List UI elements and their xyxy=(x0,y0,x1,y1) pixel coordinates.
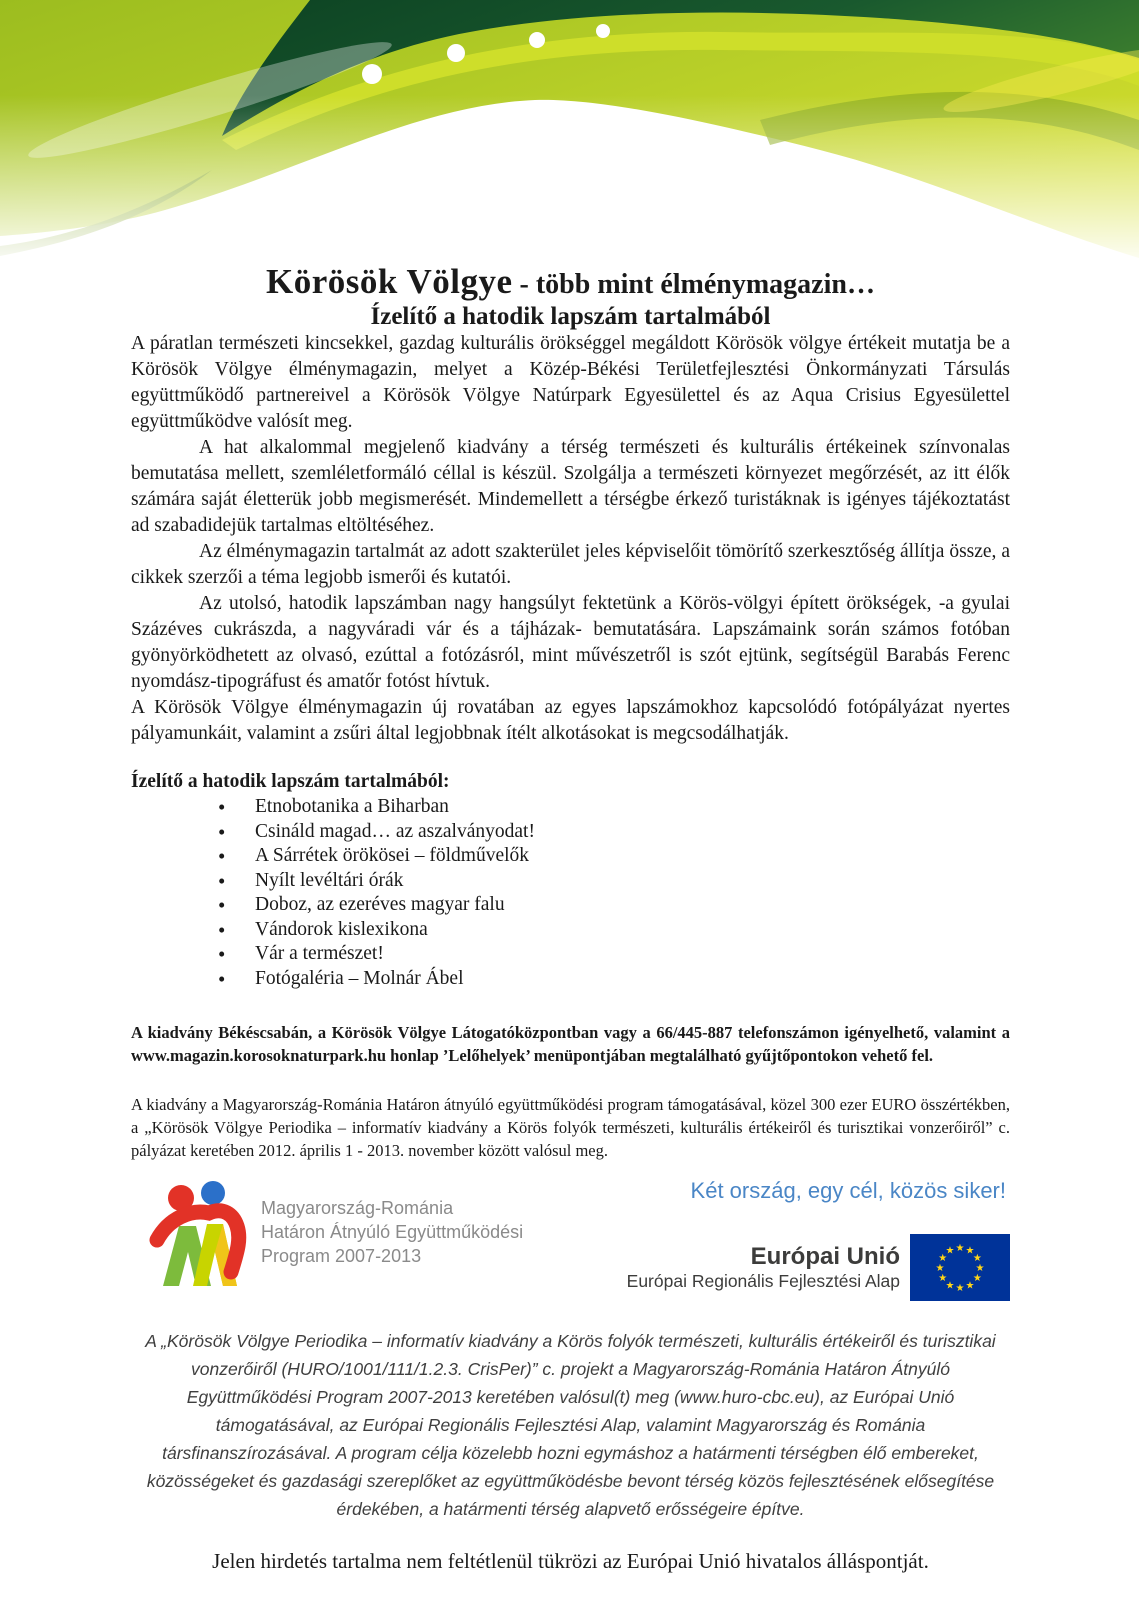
paragraph: A páratlan természeti kincsekkel, gazdag kulturális örökséggel megáldott Körösök völgye értékeit mutatja be a Körösök Völgye élménymagazin, melyet a Közép-Békési Területfejlesztési Önkormányzati Társulás együttműködő partnereivel a Körösök Völgye Natúrpark Egyesülettel és az Aqua Crisius Egyesülettel együttműködve valósít meg. xyxy=(131,333,1010,432)
huro-line: Határon Átnyúló Együttműködési xyxy=(261,1222,524,1242)
svg-text:★: ★ xyxy=(945,1245,955,1257)
list-item: • Fotógaléria – Molnár Ábel xyxy=(131,967,1010,992)
svg-text:★: ★ xyxy=(938,1273,948,1284)
blue-head xyxy=(201,1181,225,1205)
white-dot xyxy=(362,64,382,84)
list-item: • Vándorok kislexikona xyxy=(131,918,1010,943)
logos-row xyxy=(131,1176,1010,1301)
page-title-suffix: - több mint élménymagazin… xyxy=(512,269,875,300)
contents-list xyxy=(131,795,1010,991)
huro-line: Magyarország-Románia xyxy=(261,1198,454,1218)
eu-title: Európai Unió xyxy=(750,1242,900,1270)
eu-column xyxy=(627,1176,1010,1301)
title-block xyxy=(131,262,1010,331)
list-item: • Doboz, az ezeréves magyar falu xyxy=(131,893,1010,918)
eu-flag-icon xyxy=(910,1234,1010,1301)
paragraph: A Körösök Völgye élménymagazin új rovatában az egyes lapszámokhoz kapcsolódó fotópályázat nyertes pályamunkáit, valamint a zsűri által legjobbnak ítélt alkotásokat is megcsodálhatják. xyxy=(131,697,1010,744)
availability-note: A kiadvány Békéscsabán, a Körösök Völgye Látogatóközpontban vagy a 66/445-887 telefonszámon igényelhető, valamint a www.magazin.korosoknaturpark.hu honlap ’Lelőhelyek’ menüpontjában megtalálható gyűjtőpontokon vehető fel. xyxy=(131,1023,1010,1065)
list-item: • Etnobotanika a Biharban xyxy=(131,795,1010,820)
svg-text:★: ★ xyxy=(938,1253,948,1264)
white-dot xyxy=(596,24,610,38)
eu-subtitle: Európai Regionális Fejlesztési Alap xyxy=(626,1270,900,1291)
svg-text:★: ★ xyxy=(965,1280,975,1292)
paragraph: Az utolsó, hatodik lapszámban nagy hangsúlyt fektetünk a Körös-völgyi épített örökségek, -a gyulai Százéves cukrászda, a nagyváradi vár és a tájházak- bemutatására. Lapszámaink során számos fotóban gyönyörködhetett az olvasó, ezúttal a fotózásról, mint művészetről is szót ejtünk, segítségül Barabás Ferenc nyomdász-tipográfust és amatőr fotóst hívtuk. xyxy=(131,593,1010,692)
green-wave-header-graphic xyxy=(0,0,1139,270)
svg-text:★: ★ xyxy=(945,1280,955,1292)
paragraph: A hat alkalommal megjelenő kiadvány a térség természeti és kulturális értékeinek színvonalas bemutatása mellett, szemléletformáló céllal is készül. Szolgálja a természeti környezet megőrzését, az itt élők számára saját életterük jobb megismerését. Mindemellett a térségbe érkező turistáknak is igényes tájékoztatást ad szabadidejük tartalmas eltöltéséhez. xyxy=(131,437,1010,536)
svg-text:★: ★ xyxy=(972,1273,982,1284)
paragraph: Az élménymagazin tartalmát az adott szakterület jeles képviselőit tömörítő szerkesztőség állítja össze, a cikkek szerzői a téma legjobb ismerői és kutatói. xyxy=(131,541,1010,588)
page-subtitle: Ízelítő a hatodik lapszám tartalmából xyxy=(370,303,771,330)
list-item: • A Sárrétek örökösei – földművelők xyxy=(131,844,1010,869)
list-item: • Vár a természet! xyxy=(131,942,1010,967)
svg-text:★: ★ xyxy=(972,1253,982,1264)
svg-text:★: ★ xyxy=(935,1263,945,1274)
white-dot xyxy=(529,32,545,48)
project-note: A „Körösök Völgye Periodika – informatív kiadvány a Körös folyók természeti, kulturális értékeiről és turisztikai vonzerőiről (HURO/1001/111/1.2.3. CrisPer)” c. projekt a Magyarország-Románia Határon Átnyúló Együttműködési Program 2007-2013 keretében valósul(t) meg (www.huro-cbc.eu), az Európai Unió támogatásával, az Európai Regionális Fejlesztési Alap, valamint Magyarország és Románia társfinanszírozásával. A program célja közelebb hozni egymáshoz a határmenti térségben élő embereket, közösségeket és gazdasági szereplőket az együttműködésbe bevont térség közös fejlesztésének elősegítése érdekében, a határmenti térség alapvető erősségeire építve. xyxy=(145,1331,996,1519)
huro-program-logo-block xyxy=(149,1176,523,1288)
svg-text:★: ★ xyxy=(955,1283,965,1294)
huro-program-text xyxy=(261,1196,523,1268)
svg-text:★: ★ xyxy=(955,1243,965,1254)
document-content xyxy=(131,262,1010,1574)
eu-text xyxy=(627,1244,900,1292)
funding-note: A kiadvány a Magyarország-Románia Határon átnyúló együttműködési program támogatásával, közel 300 ezer EURO összértékben, a „Körösök Völgye Periodika – informatív kiadvány a Körös folyók természeti, kulturális értékeiről és turisztikai vonzerőiről” c. pályázat keretében 2012. április 1 - 2013. november között valósul meg. xyxy=(131,1095,1010,1160)
list-item: • Csináld magad… az aszalványodat! xyxy=(131,820,1010,845)
contents-list-section xyxy=(131,771,1010,991)
slogan-text: Két ország, egy cél, közös siker! xyxy=(690,1178,1006,1203)
svg-text:★: ★ xyxy=(975,1263,985,1274)
list-item: • Nyílt levéltári órák xyxy=(131,869,1010,894)
huro-program-logo xyxy=(149,1176,247,1288)
contents-list-heading: Ízelítő a hatodik lapszám tartalmából: xyxy=(131,771,450,792)
page-title xyxy=(131,262,1010,302)
svg-text:★: ★ xyxy=(965,1245,975,1257)
body-text xyxy=(131,331,1010,747)
disclaimer: Jelen hirdetés tartalma nem feltétlenül tükrözi az Európai Unió hivatalos álláspontját. xyxy=(212,1549,929,1573)
eu-logo-block xyxy=(627,1234,1010,1301)
page-title-main: Körösök Völgye xyxy=(266,262,513,301)
huro-line: Program 2007-2013 xyxy=(261,1246,422,1266)
white-dot xyxy=(447,44,465,62)
